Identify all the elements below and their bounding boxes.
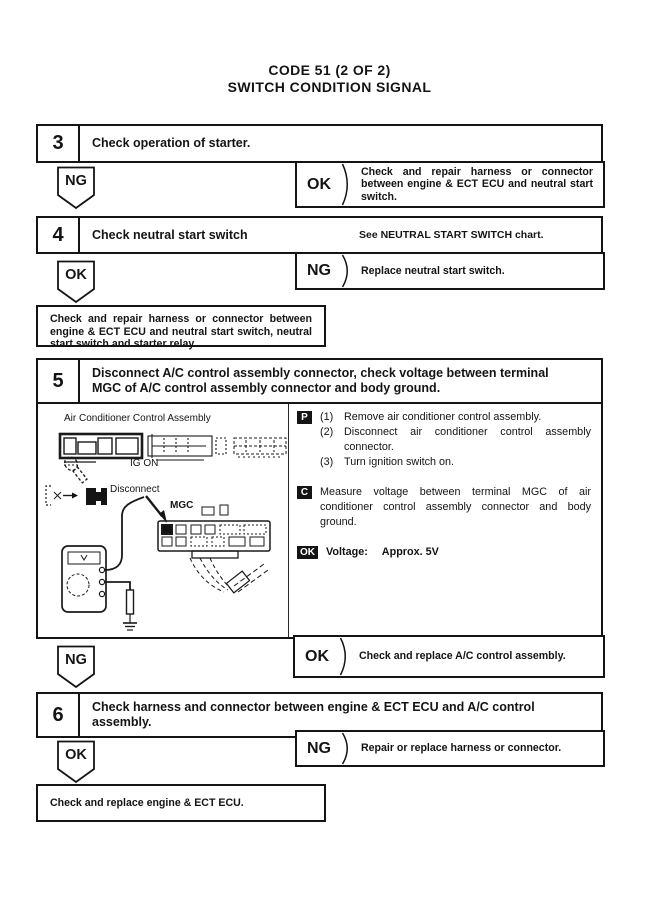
page-title — [0, 62, 659, 96]
procedure-item — [320, 410, 591, 425]
step-4-ok-tag — [56, 260, 96, 304]
ok-label: OK — [65, 746, 87, 763]
branch-arc-icon — [341, 732, 353, 765]
procedure-item — [320, 425, 591, 455]
step-6-ng-branch-text: Repair or replace harness or connector. — [361, 742, 562, 755]
step-5-ok-branch-text: Check and replace A/C control assembly. — [359, 650, 566, 663]
test-probe-icon — [146, 496, 167, 523]
step-5-body — [38, 404, 601, 637]
ng-label: NG — [65, 651, 87, 668]
ok-badge: OK — [297, 546, 318, 559]
procedure-block — [297, 410, 591, 470]
check-badge: C — [297, 486, 312, 499]
step-4-box — [36, 216, 603, 254]
harness-wires — [190, 558, 268, 593]
item-number: (1) — [320, 411, 334, 423]
item-text: Remove air conditioner control assembly. — [344, 411, 542, 423]
ok-label: OK — [307, 175, 331, 193]
ok-spec-block — [297, 545, 591, 560]
meter-leads — [105, 497, 144, 590]
ng-label: NG — [65, 172, 87, 189]
step-3-ok-branch-text: Check and repair harness or connector between engine & ECT ECU and neutral start switch. — [361, 165, 593, 203]
procedure-item — [320, 455, 591, 470]
step-6-ng-branch-box — [295, 730, 605, 767]
branch-arc-icon — [341, 163, 353, 206]
step-4-ng-branch-text: Replace neutral start switch. — [361, 264, 505, 277]
step-3-ok-branch-box — [295, 161, 605, 208]
item-text: Disconnect air conditioner control assembly connector. — [344, 426, 591, 453]
step-4-instruction: Check neutral start switch — [92, 227, 248, 242]
diagram-canvas — [38, 404, 288, 643]
ng-label: NG — [307, 262, 331, 279]
item-number: (3) — [320, 456, 334, 468]
step-4-result-box: Check and repair harness or connector between engine & ECT ECU and neutral start switch, neutral start switch and starter relay. — [36, 305, 326, 347]
step-6-instruction: Check harness and connector between engine & ECT ECU and A/C control assembly. — [92, 700, 535, 729]
assembly-label: Air Conditioner Control Assembly — [64, 413, 211, 424]
step-3-box — [36, 124, 603, 163]
step-3-number: 3 — [38, 126, 80, 161]
multimeter-icon — [62, 546, 106, 612]
check-block — [297, 485, 591, 530]
page-title-code: CODE 51 (2 OF 2) — [268, 62, 391, 78]
step-5-number: 5 — [38, 360, 80, 402]
branch-arc-icon — [339, 637, 351, 676]
ig-on-label: IG ON — [130, 458, 159, 469]
item-number: (2) — [320, 426, 334, 438]
step-4-ng-branch-box — [295, 252, 605, 290]
step-5-box — [36, 358, 603, 639]
ac-connector-icon — [158, 505, 270, 558]
connector-c-icon — [234, 438, 286, 457]
connector-a-icon — [60, 434, 142, 465]
step-5-procedure-panel — [288, 404, 601, 637]
procedure-badge: P — [297, 411, 312, 424]
step-4-number: 4 — [38, 218, 80, 252]
spec-value: Approx. 5V — [381, 546, 439, 558]
step-5-instruction: Disconnect A/C control assembly connector, check voltage between terminal MGC of A/C control assembly connector and body ground. — [92, 366, 549, 395]
item-text: Turn ignition switch on. — [344, 456, 455, 468]
spec-label: Voltage: — [326, 546, 368, 558]
step-5-diagram — [38, 404, 288, 637]
step-6-result-box: Check and replace engine & ECT ECU. — [36, 784, 326, 822]
disconnect-label: Disconnect — [110, 484, 160, 495]
step-5-ng-tag — [56, 645, 96, 689]
page-title-subject: SWITCH CONDITION SIGNAL — [227, 79, 432, 95]
step-3-ng-tag — [56, 166, 96, 210]
mgc-terminal-label: MGC — [170, 500, 194, 511]
ground-probe-icon — [123, 590, 137, 630]
step-5-ok-branch-box — [293, 635, 605, 678]
ok-label: OK — [65, 266, 87, 283]
step-6-number: 6 — [38, 694, 80, 736]
step-4-note: See NEUTRAL START SWITCH chart. — [359, 229, 544, 241]
branch-arc-icon — [341, 254, 353, 288]
ng-label: NG — [307, 739, 331, 757]
ok-label: OK — [305, 647, 329, 665]
check-text: Measure voltage between terminal MGC of air conditioner control assembly connector and body ground. — [320, 486, 591, 528]
connector-b-icon — [148, 434, 226, 460]
step-3-instruction: Check operation of starter. — [92, 136, 251, 150]
disconnect-plug-icon — [46, 486, 107, 505]
step-5-header — [38, 360, 601, 404]
step-6-ok-tag — [56, 740, 96, 784]
